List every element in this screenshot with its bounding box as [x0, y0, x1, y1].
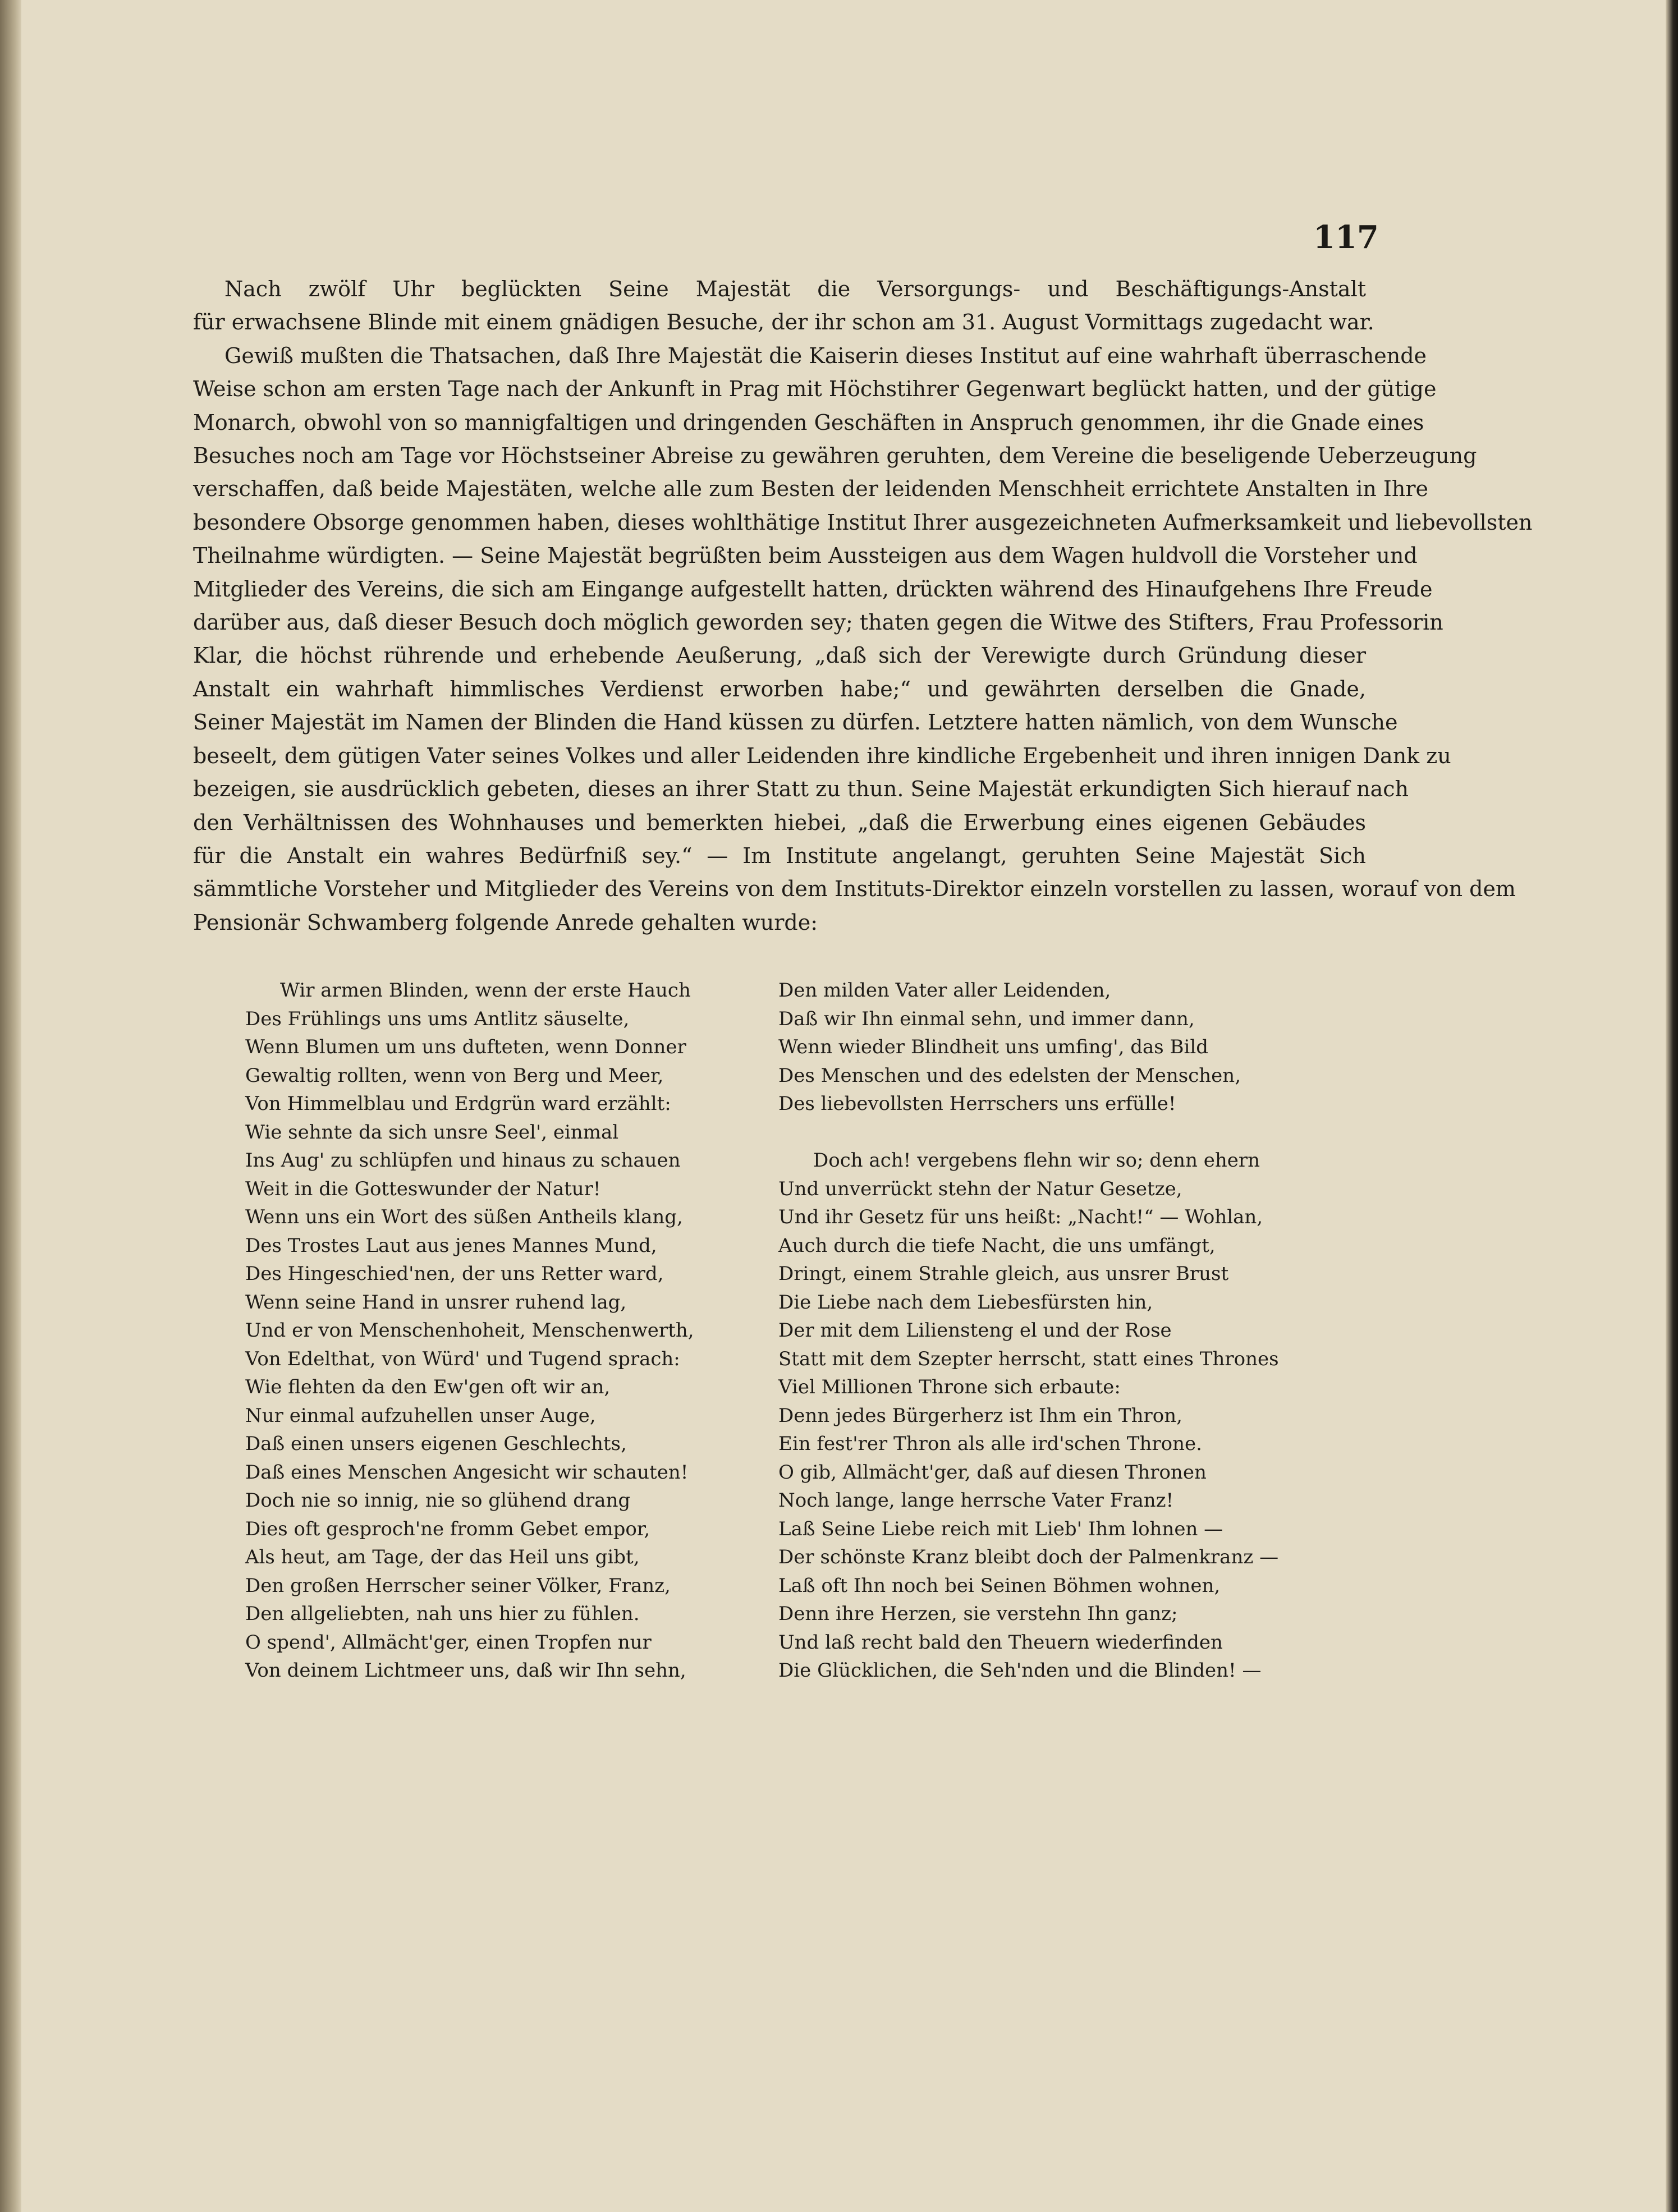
prose-line: Weise schon am ersten Tage nach der Ankunft in Prag mit Höchstihrer Gegenwart beglückt hatten, und der gütige: [193, 377, 1437, 402]
poem-verse: Laß oft Ihn noch bei Seinen Böhmen wohnen,: [778, 1574, 1221, 1597]
prose-line: Seiner Majestät im Namen der Blinden die Hand küssen zu dürfen. Letztere hatten nämlich, von dem Wunsche: [193, 710, 1398, 735]
poem-verse: Wenn wieder Blindheit uns umfing', das Bild: [778, 1036, 1208, 1058]
book-spine-shadow: [0, 0, 21, 2212]
poem-verse: Nur einmal aufzuhellen unser Auge,: [245, 1404, 596, 1427]
poem-verse: Dies oft gesproch'ne fromm Gebet empor,: [245, 1517, 650, 1540]
poem-verse: Wir armen Blinden, wenn der erste Hauch: [280, 979, 691, 1002]
prose-line: Pensionär Schwamberg folgende Anrede gehalten wurde:: [193, 910, 818, 935]
prose-line: darüber aus, daß dieser Besuch doch möglich geworden sey; thaten gegen die Witwe des Stifters, Frau Professorin: [193, 610, 1443, 635]
poem-verse: Des liebevollsten Herrschers uns erfülle!: [778, 1093, 1176, 1115]
poem-verse: Daß einen unsers eigenen Geschlechts,: [245, 1433, 627, 1455]
poem-verse: Der schönste Kranz bleibt doch der Palmenkranz —: [778, 1546, 1279, 1568]
poem-verse: Wie sehnte da sich unsre Seel', einmal: [245, 1121, 619, 1144]
prose-line: Besuches noch am Tage vor Höchstseiner Abreise zu gewähren geruhten, dem Vereine die beseligende Ueberzeugung: [193, 443, 1477, 469]
stanza-break: [778, 1118, 1283, 1147]
poem-verse: Und ihr Gesetz für uns heißt: „Nacht!“ — Wohlan,: [778, 1206, 1263, 1228]
poem-verse: Die Liebe nach dem Liebesfürsten hin,: [778, 1291, 1153, 1314]
poem-verse: O gib, Allmächt'ger, daß auf diesen Thronen: [778, 1461, 1207, 1484]
page-number: 117: [1313, 219, 1379, 256]
prose-line: verschaffen, daß beide Majestäten, welche alle zum Besten der leidenden Menschheit errichtete Anstalten in Ihre: [193, 476, 1429, 502]
poem-verse: Daß wir Ihn einmal sehn, und immer dann,: [778, 1007, 1195, 1030]
poem-verse: Des Hingeschied'nen, der uns Retter ward,: [245, 1263, 664, 1285]
prose-line: Monarch, obwohl von so mannigfaltigen und dringenden Geschäften in Anspruch genommen, ihr die Gnade eines: [193, 410, 1424, 435]
poem-verse: Die Glücklichen, die Seh'nden und die Blinden! —: [778, 1659, 1262, 1682]
poem-verse: Noch lange, lange herrsche Vater Franz!: [778, 1489, 1174, 1512]
poem-verse: Von deinem Lichtmeer uns, daß wir Ihn sehn,: [245, 1659, 686, 1682]
poem-verse: Gewaltig rollten, wenn von Berg und Meer,: [245, 1064, 664, 1087]
poem-verse: Wenn seine Hand in unsrer ruhend lag,: [245, 1291, 627, 1314]
prose-line: besondere Obsorge genommen haben, dieses wohlthätige Institut Ihrer ausgezeichneten Aufmerksamkeit und liebevollsten: [193, 510, 1533, 535]
poem-verse: Als heut, am Tage, der das Heil uns gibt,: [245, 1546, 640, 1568]
poem-verse: Von Edelthat, von Würd' und Tugend sprach:: [245, 1347, 680, 1370]
prose-line: für die Anstalt ein wahres Bedürfniß sey.“ — Im Institute angelangt, geruhten Seine Majestät Sich: [193, 843, 1366, 868]
poem-verse: Wenn uns ein Wort des süßen Antheils klang,: [245, 1206, 683, 1228]
poem-verse: Doch ach! vergebens flehn wir so; denn ehern: [813, 1149, 1260, 1172]
poem-right-column: [778, 976, 1283, 1685]
prose-line: Anstalt ein wahrhaft himmlisches Verdienst erworben habe;“ und gewährten derselben die Gnade,: [193, 676, 1366, 701]
poem-verse: Statt mit dem Szepter herrscht, statt eines Thrones: [778, 1347, 1279, 1370]
poem-verse: Des Trostes Laut aus jenes Mannes Mund,: [245, 1234, 657, 1257]
poem-verse: Wenn Blumen um uns dufteten, wenn Donner: [245, 1036, 686, 1058]
prose-paragraphs: [193, 273, 1533, 939]
poem-verse: Daß eines Menschen Angesicht wir schauten!: [245, 1461, 689, 1484]
prose-line: Nach zwölf Uhr beglückten Seine Majestät die Versorgungs- und Beschäftigungs-Anstalt: [224, 277, 1366, 301]
poem-verse: Von Himmelblau und Erdgrün ward erzählt:: [245, 1093, 671, 1115]
prose-line: bezeigen, sie ausdrücklich gebeten, dieses an ihrer Statt zu thun. Seine Majestät erkundigten Sich hierauf nach: [193, 777, 1409, 802]
poem-verse: Den milden Vater aller Leidenden,: [778, 979, 1111, 1002]
poem-verse: O spend', Allmächt'ger, einen Tropfen nur: [245, 1631, 652, 1654]
poem-verse: Laß Seine Liebe reich mit Lieb' Ihm lohnen —: [778, 1517, 1223, 1540]
poem-verse: Auch durch die tiefe Nacht, die uns umfängt,: [778, 1234, 1216, 1257]
poem-verse: Der mit dem Liliensteng el und der Rose: [778, 1319, 1172, 1342]
prose-line: für erwachsene Blinde mit einem gnädigen Besuche, der ihr schon am 31. August Vormittags zugedacht war.: [193, 310, 1374, 335]
poem-verse: Des Frühlings uns ums Antlitz säuselte,: [245, 1007, 630, 1030]
prose-line: beseelt, dem gütigen Vater seines Volkes und aller Leidenden ihre kindliche Ergebenheit und ihren innigen Dank zu: [193, 743, 1451, 768]
prose-line: den Verhältnissen des Wohnhauses und bemerkten hiebei, „daß die Erwerbung eines eigenen Gebäudes: [193, 810, 1366, 835]
poem-verse: Wie flehten da den Ew'gen oft wir an,: [245, 1376, 611, 1398]
poem-verse: Und unverrückt stehn der Natur Gesetze,: [778, 1177, 1182, 1200]
poem-verse: Viel Millionen Throne sich erbaute:: [778, 1376, 1121, 1398]
poem-verse: Und laß recht bald den Theuern wiederfinden: [778, 1631, 1223, 1654]
poem-verse: Des Menschen und des edelsten der Menschen,: [778, 1064, 1241, 1087]
poem-verse: Weit in die Gotteswunder der Natur!: [245, 1177, 601, 1200]
poem-left-column: [245, 976, 750, 1685]
prose-line: Gewiß mußten die Thatsachen, daß Ihre Majestät die Kaiserin dieses Institut auf eine wahrhaft überraschende: [224, 343, 1427, 368]
prose-line: Klar, die höchst rührende und erhebende Aeußerung, „daß sich der Verewigte durch Gründung dieser: [193, 643, 1366, 668]
poem-verse: Denn jedes Bürgerherz ist Ihm ein Thron,: [778, 1404, 1182, 1427]
poem-verse: Ein fest'rer Thron als alle ird'schen Throne.: [778, 1433, 1202, 1455]
prose-line: Mitglieder des Vereins, die sich am Eingange aufgestellt hatten, drückten während des Hinaufgehens Ihre Freude: [193, 576, 1433, 602]
poem-verse: Doch nie so innig, nie so glühend drang: [245, 1489, 631, 1512]
poem-verse: Dringt, einem Strahle gleich, aus unsrer Brust: [778, 1263, 1229, 1285]
poem-verse: Den großen Herrscher seiner Völker, Franz,: [245, 1574, 671, 1597]
poem-verse: Denn ihre Herzen, sie verstehn Ihn ganz;: [778, 1603, 1178, 1625]
prose-line: sämmtliche Vorsteher und Mitglieder des Vereins von dem Instituts-Direktor einzeln vorstellen zu lassen, worauf von dem: [193, 876, 1516, 902]
poem-verse: Den allgeliebten, nah uns hier zu fühlen.: [245, 1603, 640, 1625]
page-edge-shadow: [1666, 0, 1678, 2212]
poem-verse: Und er von Menschenhoheit, Menschenwerth,: [245, 1319, 694, 1342]
prose-line: Theilnahme würdigten. — Seine Majestät begrüßten beim Aussteigen aus dem Wagen huldvoll die Vorsteher und: [193, 543, 1418, 568]
poem-verse: Ins Aug' zu schlüpfen und hinaus zu schauen: [245, 1149, 681, 1172]
